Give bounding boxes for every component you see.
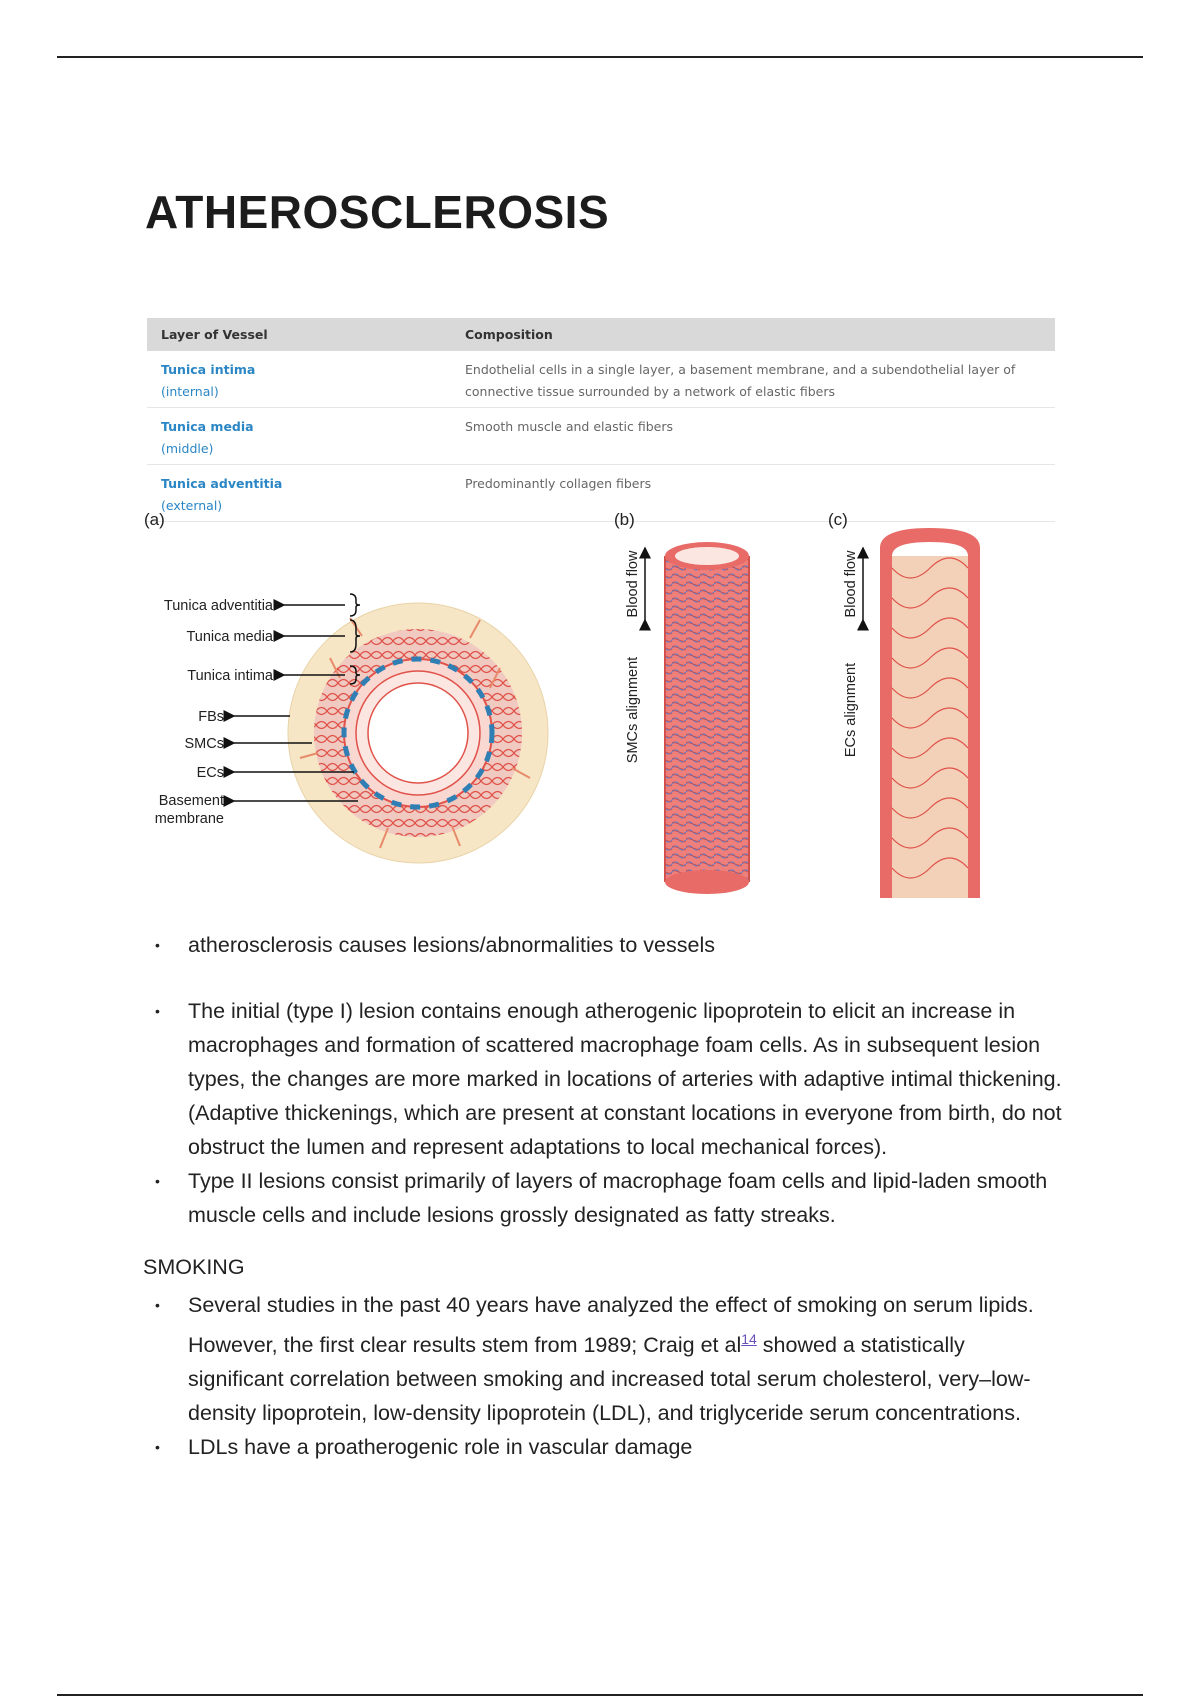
label-ecs: ECs (196, 765, 224, 781)
panel-label-c: (c) (828, 510, 848, 529)
top-rule (57, 56, 1143, 58)
label-tunica-intima: Tunica intima (187, 668, 273, 684)
vessel-diagram (140, 508, 1060, 908)
layer-name-link[interactable]: Tunica intima (161, 362, 256, 377)
label-blood-flow-b: Blood flow (625, 550, 641, 618)
label-basement: Basement (158, 793, 224, 809)
section-heading-smoking: SMOKING (143, 1255, 245, 1279)
body-text (143, 928, 1063, 1464)
layer-name-link[interactable]: Tunica media (161, 419, 254, 434)
header-layer: Layer of Vessel (147, 318, 449, 351)
smoking-list (143, 1288, 1063, 1464)
composition-text: Smooth muscle and elastic fibers (465, 419, 674, 434)
header-composition: Composition (449, 318, 1055, 351)
label-tunica-adventitia: Tunica adventitia (163, 598, 273, 614)
table-row (147, 408, 1055, 465)
label-membrane: membrane (154, 811, 224, 827)
composition-text: connective tissue surrounded by a network of elastic fibers (465, 384, 835, 399)
smc-alignment-tube (665, 542, 749, 894)
list-item: • LDLs have a proatherogenic role in vascular damage (155, 1435, 693, 1460)
layer-name-link[interactable]: Tunica adventitia (161, 476, 283, 491)
layer-position: (internal) (161, 384, 219, 399)
vessel-layer-table (147, 318, 1055, 522)
composition-text: Endothelial cells in a single layer, a basement membrane, and a subendothelial layer of (465, 362, 1016, 377)
panel-label-a: (a) (144, 510, 165, 529)
label-smcs: SMCs (184, 736, 224, 752)
composition-text: Predominantly collagen fibers (465, 476, 652, 491)
bottom-rule (57, 1694, 1143, 1696)
vessel-cross-section (288, 603, 548, 863)
label-smcs-alignment: SMCs alignment (625, 656, 641, 764)
reference-link[interactable]: 14 (741, 1331, 757, 1347)
label-ecs-alignment: ECs alignment (843, 662, 859, 758)
list-item: • Several studies in the past 40 years have analyzed the effect of smoking on serum lipids. However, the first clear results stem from 1989; Craig et $al^{14}$ showed a statistically significant correlation between smoking and increased total serum cholesterol, very–low-density lipoprotein, low-density lipoprotein (LDL), and triglyceride serum concentrations. (155, 1293, 1034, 1426)
table-row (147, 351, 1055, 408)
label-fbs: FBs (198, 709, 224, 725)
lesion-list (143, 994, 1063, 1232)
ec-alignment-tube (880, 528, 980, 898)
label-tunica-media: Tunica media (186, 629, 273, 645)
panel-label-b: (b) (614, 510, 635, 529)
intro-list (143, 928, 1063, 962)
label-blood-flow-c: Blood flow (843, 550, 859, 618)
page-title: ATHEROSCLEROSIS (145, 186, 610, 238)
vessel-structure-figure (140, 508, 1060, 908)
layer-position: (middle) (161, 441, 214, 456)
list-item: • The initial (type I) lesion contains enough atherogenic lipoprotein to elicit an increase in macrophages and formation of scattered macrophage foam cells. As in subsequent lesion types, the changes are more marked in locations of arteries with adaptive intimal thickening. (Adaptive thickenings, which are present at constant locations in everyone from birth, do not obstruct the lumen and represent adaptations to local mechanical forces). (155, 999, 1062, 1159)
list-item: • Type II lesions consist primarily of layers of macrophage foam cells and lipid-laden smooth muscle cells and include lesions grossly designated as fatty streaks. (155, 1169, 1048, 1227)
table-header-row (147, 318, 1055, 351)
list-item: • atherosclerosis causes lesions/abnormalities to vessels (155, 933, 715, 957)
layer-position: (external) (161, 498, 223, 513)
